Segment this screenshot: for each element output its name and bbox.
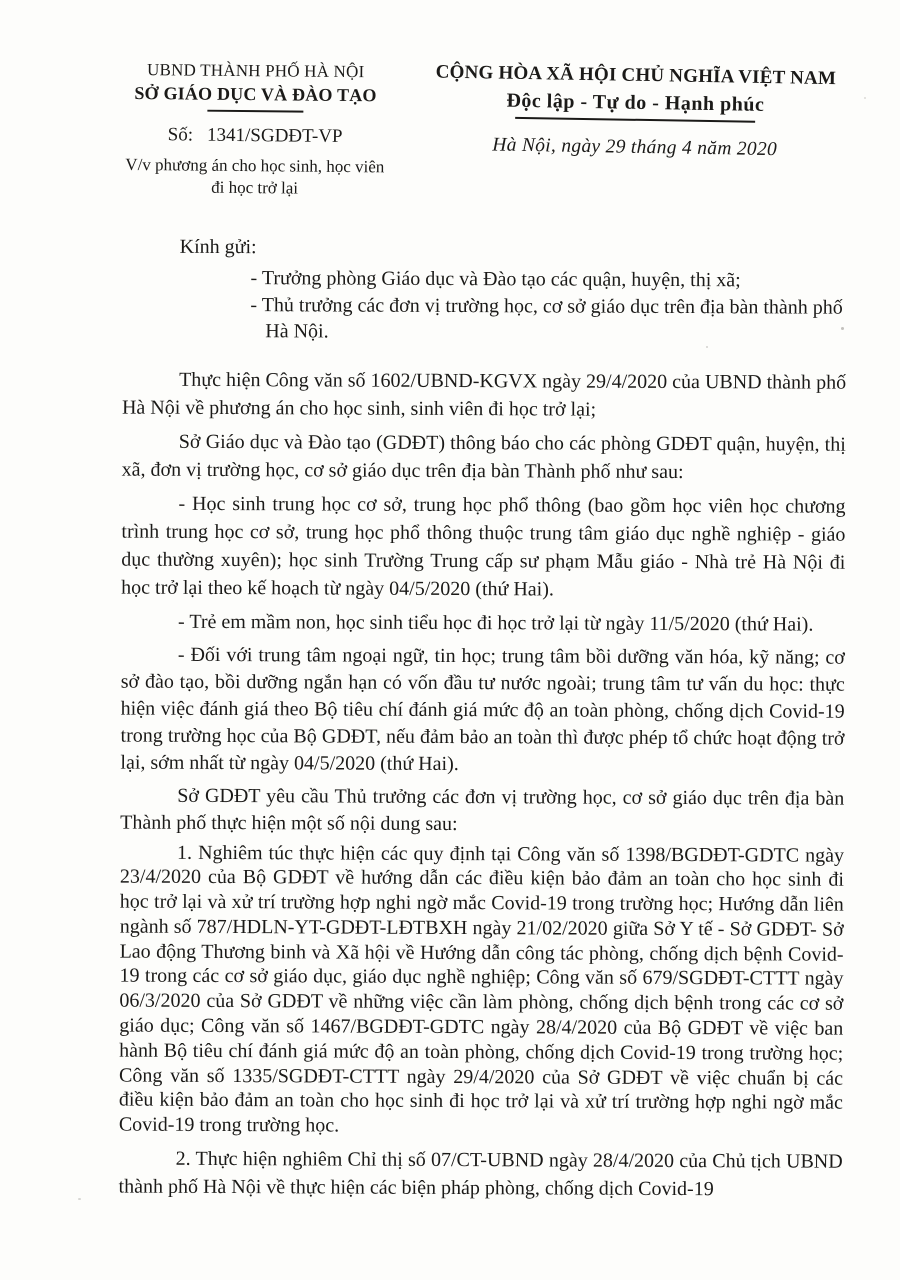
- org-name-underline: [207, 110, 303, 113]
- document-number: [107, 124, 403, 149]
- body-paragraph: 2. Thực hiện nghiêm Chỉ thị số 07/CT-UBND ngày 28/4/2020 của Chủ tịch UBND thành phố Hà Nội về thực hiện các biện pháp phòng, chống dịch Covid-19: [118, 1147, 843, 1201]
- issuing-org-name: SỞ GIÁO DỤC VÀ ĐÀO TẠO: [134, 82, 377, 106]
- body-paragraph: - Trẻ em mầm non, học sinh tiểu học đi học trở lại từ ngày 11/5/2020 (thứ Hai).: [178, 610, 814, 636]
- motto-underline: [515, 117, 755, 123]
- body-paragraph: - Học sinh trung học cơ sở, trung học phổ thông (bao gồm học viên học chương trình trung học cơ sở, trung học phổ thông thuộc trung tâm giáo dục nghề nghiệp - giáo dục thường xuyên); học sinh Trường Trung cấp sư phạm Mẫu giáo - Nhà trẻ Hà Nội đi học trở lại theo kế hoạch từ ngày 04/5/2020 (thứ Hai).: [121, 492, 846, 600]
- place-and-date: Hà Nội, ngày 29 tháng 4 năm 2020: [492, 134, 778, 161]
- body-paragraph: 1. Nghiêm túc thực hiện các quy định tại Công văn số 1398/BGDĐT-GDTC ngày 23/4/2020 của Bộ GDĐT về hướng dẫn các điều kiện bảo đảm an toàn cho học sinh đi học trở lại và xử trí trường hợp nghi ngờ mắc Covid-19 trong trường học; Hướng dẫn liên ngành số 787/HDLN-YT-GDĐT-LĐTBXH ngày 21/02/2020 giữa Sở Y tế - Sở GDĐT- Sở Lao động Thương binh và Xã hội về Hướng dẫn công tác phòng, chống dịch bệnh Covid-19 trong các cơ sở giáo dục, giáo dục nghề nghiệp; Công văn số 679/SGDĐT-CTTT ngày 06/3/2020 của Sở GDĐT về những việc cần làm phòng, chống dịch bệnh trong các cơ sở giáo dục; Công văn số 1467/BGDĐT-GDTC ngày 28/4/2020 của Bộ GDĐT về việc ban hành Bộ tiêu chí đánh giá mức độ an toàn phòng, chống dịch Covid-19 trong trường học; Công văn số 1335/SGDĐT-CTTT ngày 29/4/2020 của Sở GDĐT về việc chuẩn bị các điều kiện bảo đảm an toàn cho học sinh đi học trở lại và xử trí trường hợp nghi ngờ mắc Covid-19 trong trường học.: [118, 841, 845, 1137]
- national-title: CỘNG HÒA XÃ HỘI CHỦ NGHĨA VIỆT NAM: [435, 61, 837, 90]
- national-motto: Độc lập - Tự do - Hạnh phúc: [506, 89, 765, 116]
- recipient-item: - Thủ trưởng các đơn vị trường học, cơ sở giáo dục trên địa bàn thành phố Hà Nội.: [250, 293, 843, 343]
- recipient-item: - Trưởng phòng Giáo dục và Đào tạo các quận, huyện, thị xã;: [250, 267, 741, 292]
- body-paragraph: Sở GDĐT yêu cầu Thủ trưởng các đơn vị trường học, cơ sở giáo dục trên địa bàn Thành phố thực hiện một số nội dung sau:: [120, 784, 845, 835]
- document-subject: V/v phương án cho học sinh, học viên đi học trở lại: [125, 154, 385, 198]
- recipient-list: [250, 265, 846, 347]
- national-header-block: [397, 61, 874, 163]
- document-body: [119, 233, 847, 1204]
- parent-org-name: UBND THÀNH PHỐ HÀ NỘI: [147, 60, 365, 82]
- issuing-agency-block: [107, 60, 404, 200]
- body-paragraph: Thực hiện Công văn số 1602/UBND-KGVX ngày 29/4/2020 của UBND thành phố Hà Nội về phương án cho học sinh, sinh viên đi học trở lại;: [121, 368, 847, 421]
- body-paragraph: - Đối với trung tâm ngoại ngữ, tin học; trung tâm bồi dưỡng văn hóa, kỹ năng; cơ sở đào tạo, bồi dưỡng ngắn hạn có vốn đầu tư nước ngoài; trung tâm tư vấn du học: thực hiện việc đánh giá theo Bộ tiêu chí đánh giá mức độ an toàn phòng, chống dịch Covid-19 trong trường học của Bộ GDĐT, nếu đảm bảo an toàn thì được phép tổ chức hoạt động trở lại, sớm nhất từ ngày 04/5/2020 (thứ Hai).: [120, 643, 845, 775]
- document-header: [1, 60, 900, 214]
- document-number-value: 1341/SGDĐT-VP: [206, 124, 343, 147]
- salutation: Kính gửi:: [179, 235, 257, 259]
- document-number-label: Số:: [167, 124, 194, 146]
- body-paragraph: Sở Giáo dục và Đào tạo (GDĐT) thông báo cho các phòng GDĐT quận, huyện, thị xã, đơn vị trường học, cơ sở giáo dục trên địa bàn Thành phố như sau:: [121, 430, 846, 483]
